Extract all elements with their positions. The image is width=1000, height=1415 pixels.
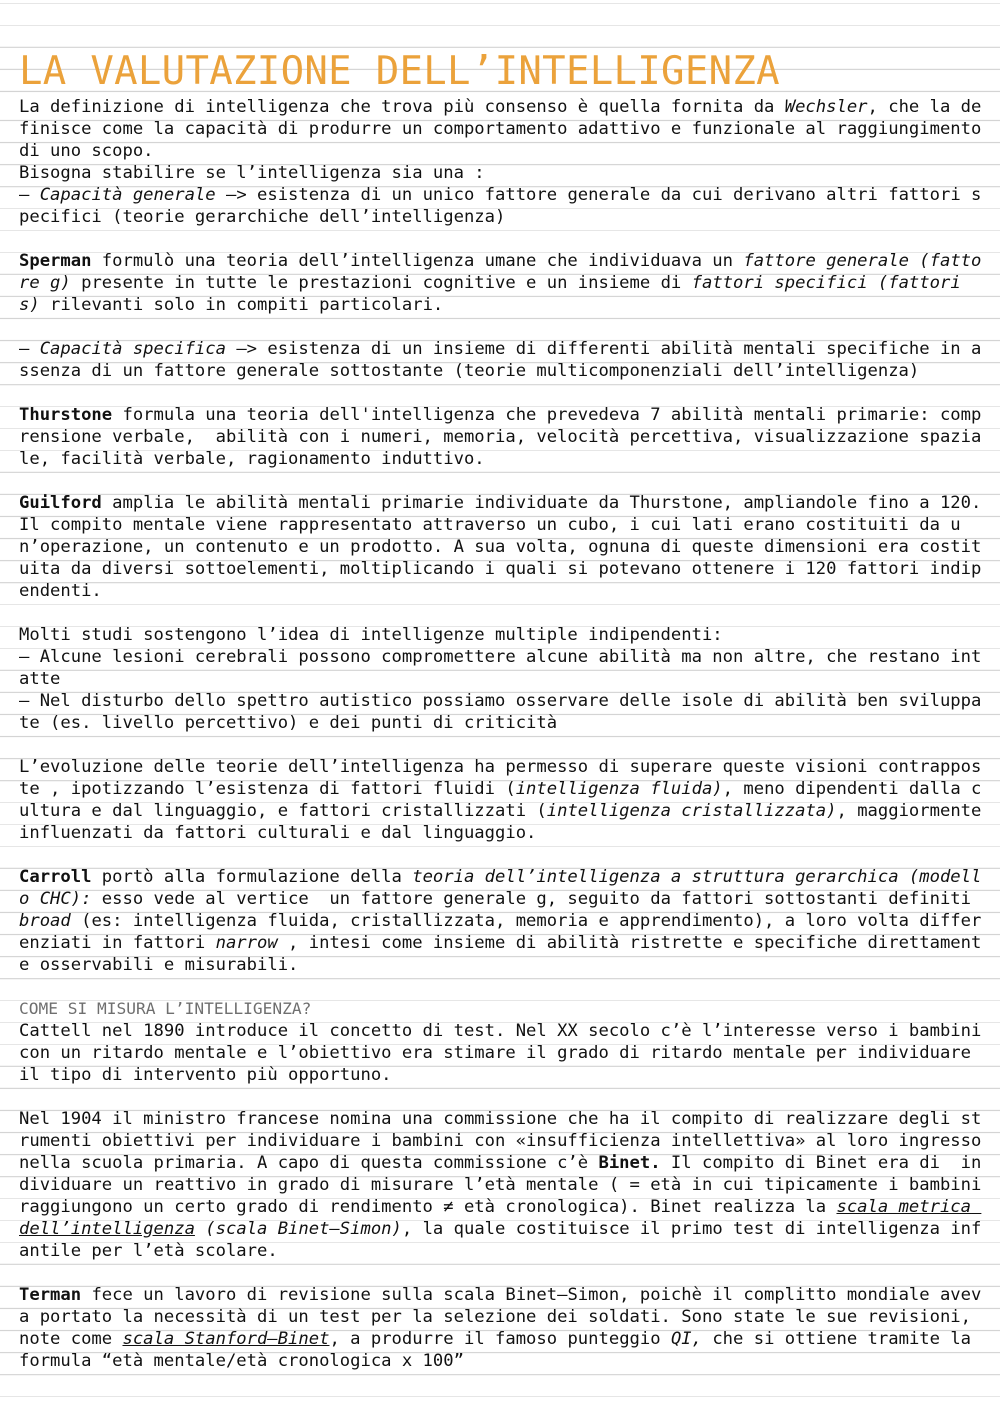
specific-capacity-item — [19, 338, 984, 382]
evolution-text-1: L’evoluzione delle teorie dell’intelligenza ha permesso di superare queste visioni contrapposte , ipotizzando l’esistenza di fattori fluidi ( — [19, 757, 982, 799]
document-page — [19, 48, 992, 1372]
factor-g: fattore generale (fattore g) — [19, 251, 982, 293]
binet-name: Binet. — [598, 1153, 661, 1173]
sperman-paragraph — [19, 250, 984, 316]
spacer — [19, 316, 984, 338]
fluid-intelligence: intelligenza fluida) — [515, 779, 723, 799]
spacer — [19, 844, 984, 866]
spacer — [19, 1262, 984, 1284]
spacer — [19, 470, 984, 492]
intro-question: Bisogna stabilire se l’intelligenza sia una : — [19, 163, 485, 183]
specific-capacity-text: –> esistenza di un insieme di differenti abilità mentali specifiche in assenza di un fattore generale sottostante (teorie multicomponenziali dell’intelligenza) — [19, 339, 982, 381]
spacer — [19, 602, 984, 624]
sperman-text-2: presente in tutte le prestazioni cognitive e un insieme di — [70, 273, 692, 293]
binet-text-3: , la quale costituisce il primo test di intelligenza infantile per l’età scolare. — [19, 1219, 982, 1261]
guilford-text: amplia le abilità mentali primarie individuate da Thurstone, ampliandole fino a 120. Il compito mentale viene rappresentato attraverso un cubo, i cui lati erano costituiti da un’operazione, un contenuto e un prodotto. A sua volta, ognuna di queste dimensioni era costituita da diversi sottoelementi, moltiplicando i quali si potevano ottenere i 120 fattori indipendenti. — [19, 493, 992, 601]
carroll-name: Carroll — [19, 867, 92, 887]
sperman-name: Sperman — [19, 251, 92, 271]
binet-paragraph — [19, 1108, 992, 1262]
thurstone-paragraph — [19, 404, 984, 470]
terman-name: Terman — [19, 1285, 82, 1305]
guilford-paragraph — [19, 492, 992, 602]
crystallized-intelligence: intelligenza cristallizzata) — [546, 801, 837, 821]
bullet-dash: – — [19, 185, 40, 205]
evolution-paragraph — [19, 756, 992, 844]
thurstone-name: Thurstone — [19, 405, 113, 425]
carroll-text-4: , intesi come insieme di abilità ristrette e specifiche direttamente osservabili e misurabili. — [19, 933, 982, 975]
general-capacity-label: Capacità generale — [39, 185, 216, 205]
intro-text: La definizione di intelligenza che trova più consenso è quella fornita da — [19, 97, 785, 117]
evolution-text-2: , meno dipendenti dalla cultura e dal linguaggio, e fattori cristallizzati ( — [19, 779, 982, 821]
terman-text-3: che si ottiene tramite la formula “età mentale/età cronologica x 100” — [19, 1329, 982, 1371]
binet-scale-name: scala metrica dell’intelligenza — [19, 1197, 982, 1239]
stanford-binet-scale — [122, 1329, 329, 1349]
stanford-binet-name: scala Stanford–Binet — [122, 1329, 330, 1349]
intro-paragraph — [19, 96, 992, 162]
evolution-text-3: , maggiormente influenzati da fattori culturali e dal linguaggio. — [19, 801, 992, 843]
intro-text-2: , che la definisce come la capacità di produrre un comportamento adattivo e funzionale al raggiungimento di uno scopo. — [19, 97, 992, 161]
multiple-intelligence-item-2: – Nel disturbo dello spettro autistico possiamo osservare delle isole di abilità ben sviluppate (es. livello percettivo) e dei punti di criticità — [19, 691, 982, 733]
document-title: LA VALUTAZIONE DELL’INTELLIGENZA — [19, 49, 780, 94]
spacer — [19, 382, 984, 404]
spacer — [19, 734, 984, 756]
bullet-dash: – — [19, 339, 40, 359]
sperman-text-1: formulò una teoria dell’intelligenza umane che individuava un — [91, 251, 744, 271]
spacer — [19, 976, 984, 998]
carroll-text-1: portò alla formulazione della — [91, 867, 413, 887]
binet-scale-alt: (scala Binet–Simon) — [194, 1219, 402, 1239]
guilford-name: Guilford — [19, 493, 102, 513]
multiple-intelligence-intro: Molti studi sostengono l’idea di intelligenze multiple indipendenti: — [19, 625, 723, 645]
specific-capacity-label: Capacità specifica — [39, 339, 226, 359]
carroll-paragraph — [19, 866, 984, 976]
thurstone-text: formula una teoria dell'intelligenza che prevedeva 7 abilità mentali primarie: comprensione verbale, abilità con i numeri, memoria, velocità percettiva, visualizzazione spaziale, facilità verbale, ragionamento induttivo. — [19, 405, 982, 469]
spacer — [19, 228, 984, 250]
broad-factors: broad — [19, 911, 71, 931]
terman-paragraph — [19, 1284, 984, 1372]
carroll-text-2: esso vede al vertice un fattore generale g, seguito da fattori sottostanti definiti — [91, 889, 982, 909]
multiple-intelligence-item-1: – Alcune lesioni cerebrali possono compromettere alcune abilità ma non altre, che restano intatte — [19, 647, 982, 689]
terman-text-1: fece un lavoro di revisione sulla scala Binet–Simon, poichè il complitto mondiale aveva portato la necessità di un test per la selezione dei soldati. Sono state le sue revisioni, note come — [19, 1285, 982, 1349]
sperman-text-3: rilevanti solo in compiti particolari. — [39, 295, 444, 315]
chc-model: teoria dell’intelligenza a struttura gerarchica (modello CHC): — [19, 867, 982, 909]
factor-s: fattori specifici (fattori s) — [19, 273, 972, 315]
spacer — [19, 1086, 984, 1108]
wechsler-name: Wechsler — [784, 97, 868, 117]
general-capacity-text: –> esistenza di un unico fattore generale da cui derivano altri fattori specifici (teorie gerarchiche dell’intelligenza) — [19, 185, 982, 227]
cattell-paragraph: Cattell nel 1890 introduce il concetto di test. Nel XX secolo c’è l’interesse verso i bambini con un ritardo mentale e l’obiettivo era stimare il grado di ritardo mentale per individuare il tipo di intervento più opportuno. — [19, 1021, 992, 1085]
binet-text-1: Nel 1904 il ministro francese nomina una commissione che ha il compito di realizzare degli strumenti obiettivi per individuare i bambini con «insufficienza intellettiva» al loro ingresso nella scuola primaria. A capo di questa commissione c’è — [19, 1109, 992, 1173]
carroll-text-3: (es: intelligenza fluida, cristallizzata, memoria e apprendimento), a loro volta differenziati in fattori — [19, 911, 982, 953]
qi-term: QI, — [670, 1329, 702, 1349]
terman-text-2: , a produrre il famoso punteggio — [329, 1329, 671, 1349]
general-capacity-item — [19, 184, 984, 228]
section-heading: COME SI MISURA L’INTELLIGENZA? — [19, 999, 312, 1018]
binet-text-2: Il compito di Binet era di individuare un reattivo in grado di misurare l’età mentale ( = età in cui tipicamente i bambini raggiungono un certo grado di rendimento ≠ età cronologica). Binet realizza la — [19, 1153, 992, 1217]
narrow-factors: narrow — [215, 933, 278, 953]
